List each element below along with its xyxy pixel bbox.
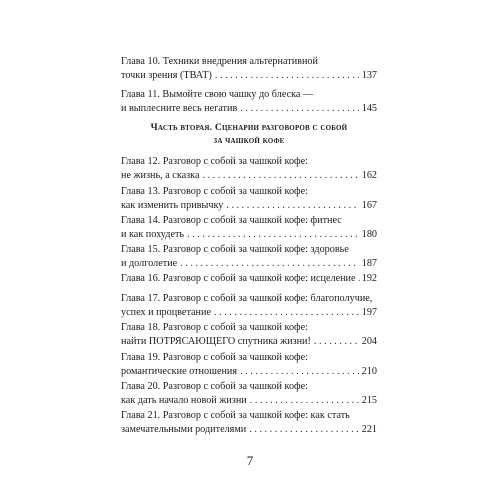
toc-entry-chapter-14 [121, 214, 377, 241]
toc-entry-chapter-10 [121, 55, 377, 82]
toc-entry-title-continued: как дать начало новой жизни [121, 394, 247, 406]
toc-entry-title: Глава 20. Разговор с собой за чашкой кофе: [121, 381, 309, 392]
toc-entry-page-number: 187 [361, 257, 377, 269]
toc-entry-title: Глава 18. Разговор с собой за чашкой кофе: [121, 322, 309, 333]
toc-entry-chapter-11 [121, 88, 377, 115]
toc-entry-title: Глава 21. Разговор с собой за чашкой кофе: как стать [121, 410, 350, 421]
dot-leader [240, 102, 358, 116]
dot-leader [214, 306, 359, 320]
toc-entry-chapter-12 [121, 155, 377, 182]
toc-entry-title-continued: найти ПОТРЯСАЮЩЕГО спутника жизни! [121, 335, 311, 347]
dot-leader [202, 169, 358, 183]
toc-entry-page-number: 180 [361, 228, 377, 240]
toc-entry-chapter-20 [121, 380, 377, 407]
toc-entry-title: Глава 11. Вымойте свою чашку до блеска — [121, 89, 314, 100]
toc-entry-title-continued: и долголетие [121, 257, 178, 269]
part-heading-line2: за чашкой кофе [213, 135, 285, 146]
toc-entry-title-continued: как изменить привычку [121, 199, 224, 211]
toc-entry-page-number: 192 [361, 273, 377, 284]
toc-entry-page-number: 162 [361, 169, 377, 181]
toc-entry-page-number: 210 [361, 365, 377, 377]
dot-leader [187, 228, 359, 242]
dot-leader [226, 199, 358, 213]
toc-entry-page-number: 197 [361, 306, 377, 318]
toc-entry-title: Глава 17. Разговор с собой за чашкой кофе: благополучие, [121, 293, 373, 304]
toc-entry-page-number: 215 [361, 394, 377, 406]
toc-entry-chapter-16 [121, 272, 377, 286]
toc-entry-title-continued: и как похудеть [121, 228, 185, 240]
part-heading-line1: Часть вторая. Сценарии разговоров с собой [150, 122, 348, 133]
part-heading [121, 121, 377, 147]
page-number: 7 [246, 453, 254, 468]
dot-leader [180, 257, 359, 271]
toc-entry-title-continued: точки зрения (ТВАТ) [121, 69, 212, 81]
toc-entry-chapter-15 [121, 243, 377, 270]
toc-entry-title: Глава 19. Разговор с собой за чашкой кофе: [121, 352, 309, 363]
toc-entry-title: Глава 14. Разговор с собой за чашкой кофе: фитнес [121, 215, 342, 226]
dot-leader [314, 335, 359, 349]
toc-entry-title-continued: не жизнь, а сказка [121, 169, 200, 181]
dot-leader [215, 69, 359, 83]
toc-entry-title: Глава 10. Техники внедрения альтернативной [121, 56, 318, 67]
toc-entry-title: Глава 16. Разговор с собой за чашкой кофе: исцеление [121, 273, 356, 284]
toc-entry-chapter-19 [121, 351, 377, 378]
toc-entry-chapter-21 [121, 409, 377, 436]
toc-entry-title-continued: и выплесните весь негатив [121, 102, 238, 114]
toc-entry-chapter-17 [121, 292, 377, 319]
toc-entry-chapter-18 [121, 321, 377, 348]
toc-entry-chapter-13 [121, 185, 377, 212]
dot-leader [240, 365, 359, 379]
toc-entry-title-continued: романтические отношения [121, 365, 238, 377]
toc-entry-page-number: 221 [361, 423, 377, 435]
toc-entry-page-number: 145 [361, 102, 377, 114]
toc-entry-title-continued: успех и процветание [121, 306, 211, 318]
toc-entry-page-number: 204 [361, 335, 377, 347]
toc-entry-title: Глава 13. Разговор с собой за чашкой кофе: [121, 186, 309, 197]
toc-entry-page-number: 167 [361, 199, 377, 211]
toc-entry-title-continued: замечательными родителями [121, 423, 247, 435]
dot-leader [250, 394, 359, 408]
toc-entry-page-number: 137 [361, 69, 377, 81]
toc-entry-title: Глава 12. Разговор с собой за чашкой кофе: [121, 156, 309, 167]
dot-leader [249, 423, 358, 437]
toc-entry-title: Глава 15. Разговор с собой за чашкой кофе: здоровье [121, 244, 349, 255]
